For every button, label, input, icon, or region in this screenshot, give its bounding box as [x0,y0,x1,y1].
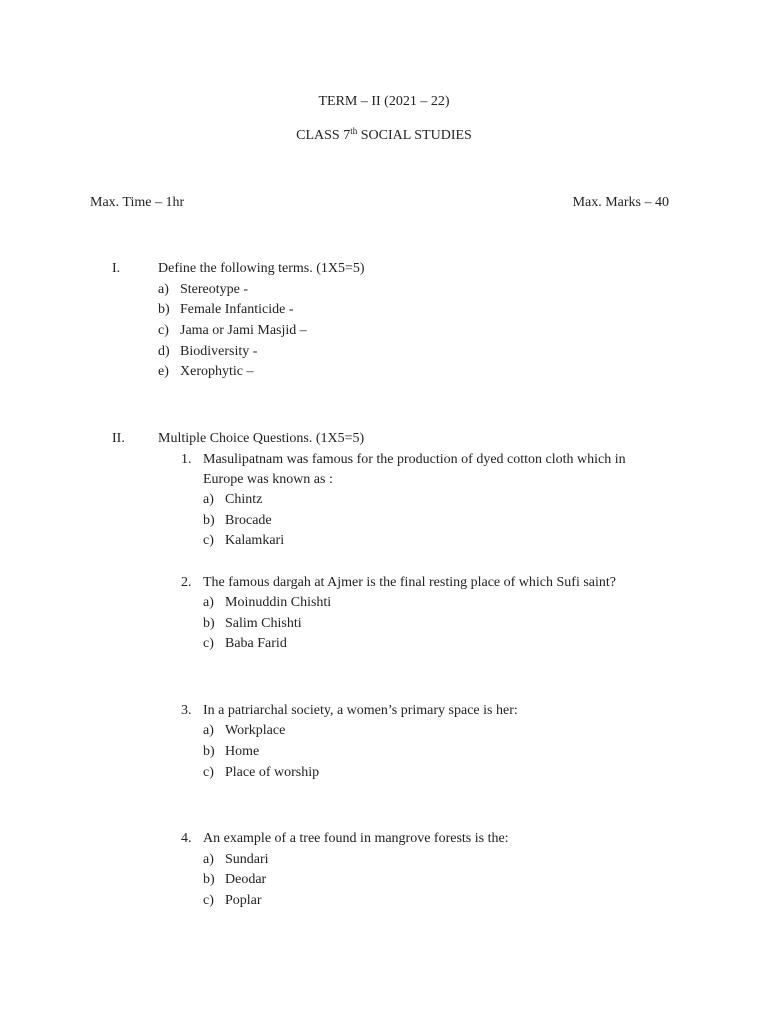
option-text: Baba Farid [225,636,287,651]
option-item [203,531,284,551]
option-letter: a) [203,723,214,738]
item-letter: a) [158,282,169,297]
question-number: 2. [181,575,192,590]
question-text: In a patriarchal society, a women’s primary space is her: [203,703,518,718]
question-text-continued: Europe was known as : [203,472,333,487]
option-text: Place of worship [225,765,320,780]
option-item [203,614,302,634]
question-number: 1. [181,452,192,467]
option-text: Workplace [225,723,286,738]
option-item [203,870,266,890]
section-2-title: Multiple Choice Questions. (1X5=5) [158,431,365,446]
option-text: Home [225,744,260,759]
question-text: Masulipatnam was famous for the production of dyed cotton cloth which in [203,452,626,467]
option-text: Brocade [225,513,272,528]
list-item [158,280,248,300]
max-time: Max. Time – 1hr [90,195,185,210]
item-letter: e) [158,364,169,379]
option-text: Deodar [225,872,267,887]
section-1-numeral: I. [112,261,121,276]
item-letter: b) [158,302,170,317]
section-2-numeral: II. [112,431,125,446]
option-letter: b) [203,616,215,631]
question-text: The famous dargah at Ajmer is the final resting place of which Sufi saint? [203,575,617,590]
option-item [203,891,262,911]
list-item [158,321,307,341]
option-letter: b) [203,513,215,528]
option-letter: b) [203,872,215,887]
option-letter: a) [203,852,214,867]
question-text: An example of a tree found in mangrove forests is the: [203,831,509,846]
class-superscript: th [350,126,358,136]
option-letter: c) [203,533,214,548]
option-text: Poplar [225,893,262,908]
option-text: Kalamkari [225,533,285,548]
item-text: Female Infanticide - [180,302,294,317]
option-letter: a) [203,595,214,610]
option-item [203,850,269,870]
item-letter: d) [158,344,170,359]
question-number: 3. [181,703,192,718]
class-prefix: CLASS 7 [296,128,351,143]
list-item [158,342,257,362]
item-letter: c) [158,323,169,338]
option-letter: c) [203,765,214,780]
max-marks: Max. Marks – 40 [572,195,669,210]
option-text: Moinuddin Chishti [225,595,332,610]
option-item [203,763,319,783]
option-letter: c) [203,893,214,908]
item-text: Stereotype - [180,282,249,297]
option-item [203,721,285,741]
question-number: 4. [181,831,192,846]
option-letter: c) [203,636,214,651]
item-text: Xerophytic – [180,364,254,379]
item-text: Jama or Jami Masjid – [180,323,307,338]
class-subject: SOCIAL STUDIES [357,128,472,143]
option-item [203,742,259,762]
option-text: Salim Chishti [225,616,302,631]
option-text: Sundari [225,852,269,867]
option-item [203,593,331,613]
class-heading [0,126,768,146]
option-letter: b) [203,744,215,759]
option-item [203,634,287,654]
item-text: Biodiversity - [180,344,258,359]
option-item [203,511,272,531]
list-item [158,362,253,382]
option-item [203,490,262,510]
option-letter: a) [203,492,214,507]
list-item [158,300,294,320]
section-1-title: Define the following terms. (1X5=5) [158,261,365,276]
term-heading: TERM – II (2021 – 22) [318,94,450,109]
option-text: Chintz [225,492,263,507]
